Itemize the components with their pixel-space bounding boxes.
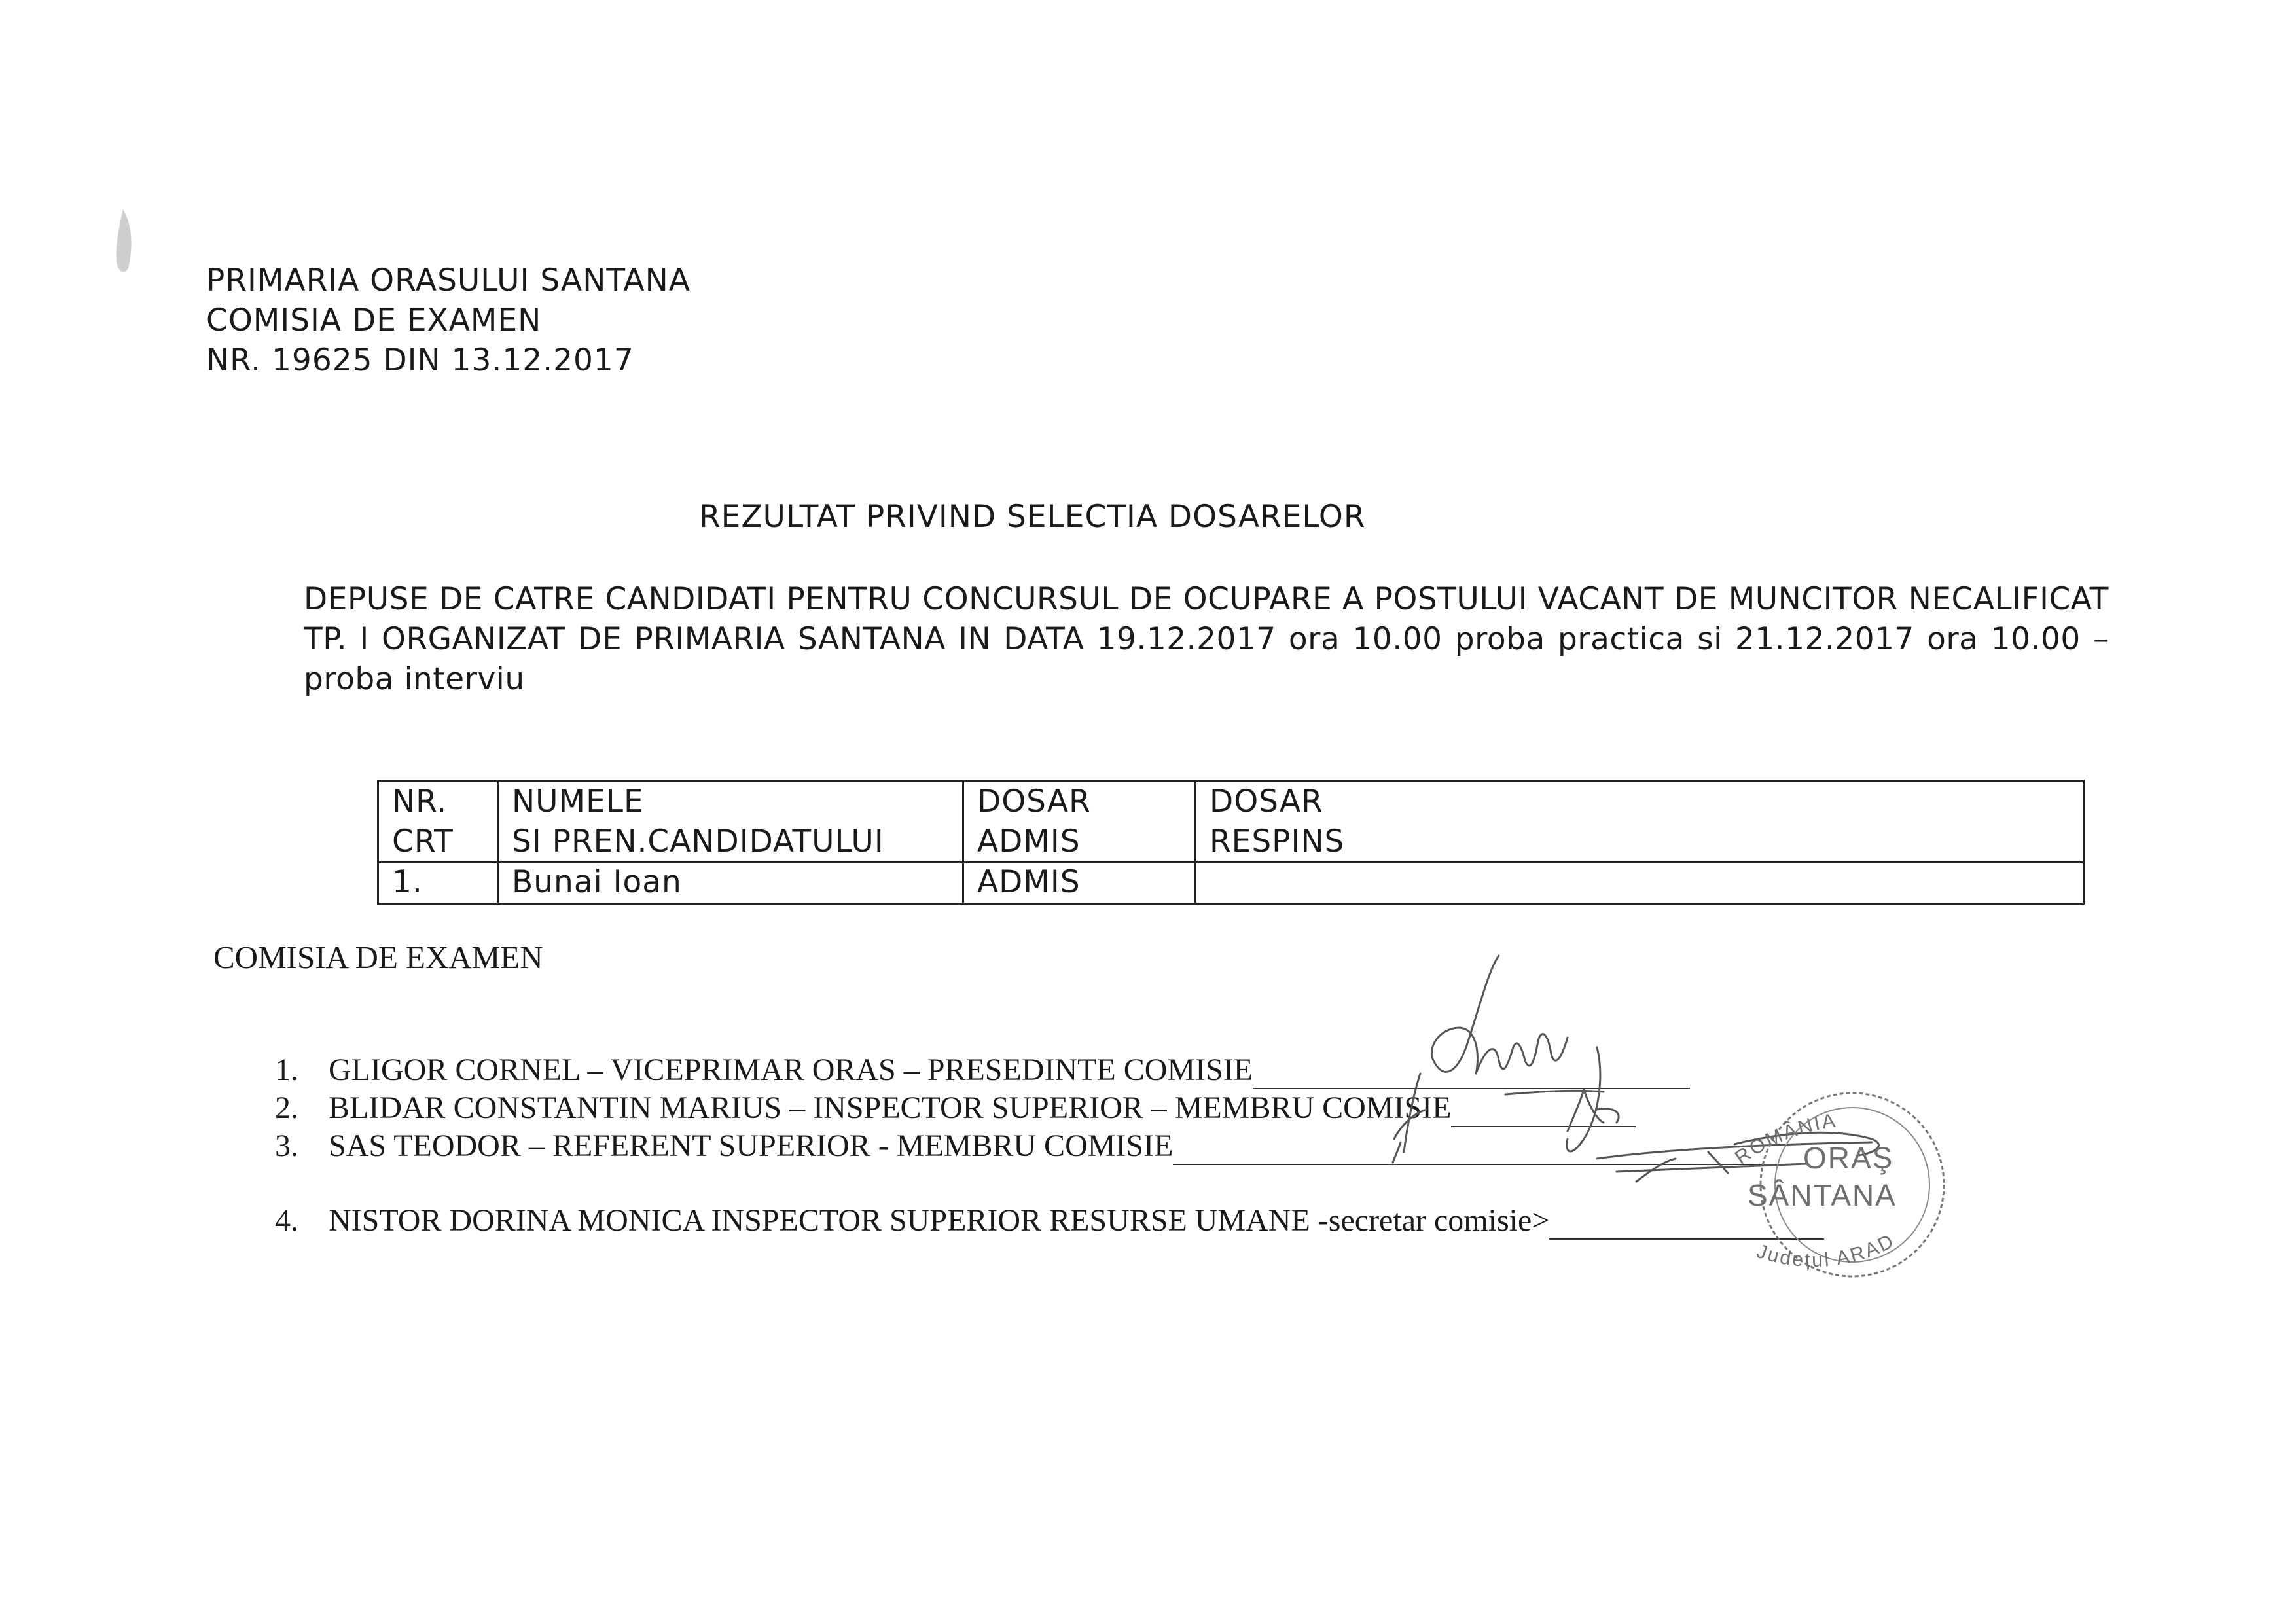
member-text: SAS TEODOR – REFERENT SUPERIOR - MEMBRU COMISIE xyxy=(329,1128,1174,1163)
scan-speck xyxy=(117,209,132,272)
stamp-bottom-text: Județul ARAD xyxy=(1753,1229,1899,1272)
document-description: DEPUSE DE CATRE CANDIDATI PENTRU CONCURSUL DE OCUPARE A POSTULUI VACANT DE MUNCITOR NECALIFICAT TP. I ORGANIZAT DE PRIMARIA SANTANA IN DATA 19.12.2017 ora 10.00 proba practica si 21.12.2017 ora 10.00 –proba interviu xyxy=(304,581,2109,697)
member-text: GLIGOR CORNEL – VICEPRIMAR ORAS – PRESEDINTE COMISIE xyxy=(329,1053,1253,1087)
member-item: 3. SAS TEODOR – REFERENT SUPERIOR - MEMBRU COMISIE xyxy=(275,1127,1793,1165)
cell-nr: 1. xyxy=(378,863,498,904)
reference-number: NR. 19625 DIN 13.12.2017 xyxy=(206,342,634,378)
member-item: 2. BLIDAR CONSTANTIN MARIUS – INSPECTOR SUPERIOR – MEMBRU COMISIE xyxy=(275,1089,1636,1127)
header-nr-crt: NR. CRT xyxy=(378,781,498,863)
institution-name: PRIMARIA ORASULUI SANTANA xyxy=(206,262,691,298)
header-dosar-admis: DOSAR ADMIS xyxy=(963,781,1196,863)
cell-admis: ADMIS xyxy=(963,863,1196,904)
member-item: 4. NISTOR DORINA MONICA INSPECTOR SUPERIOR RESURSE UMANE -secretar comisie> xyxy=(275,1202,1824,1240)
stamp-center-line1: ORAŞ xyxy=(1803,1141,1894,1175)
stamp-top-text: ROMÂNIA xyxy=(1731,1110,1839,1169)
header-candidate-name: NUMELE SI PREN.CANDIDATULUI xyxy=(498,781,963,863)
member-item: 1. GLIGOR CORNEL – VICEPRIMAR ORAS – PRESEDINTE COMISIE xyxy=(275,1051,1690,1089)
cell-candidate-name: Bunai Ioan xyxy=(498,863,963,904)
document-title: REZULTAT PRIVIND SELECTIA DOSARELOR xyxy=(699,499,1366,535)
header-dosar-respins: DOSAR RESPINS xyxy=(1196,781,2084,863)
member-text: BLIDAR CONSTANTIN MARIUS – INSPECTOR SUPERIOR – MEMBRU COMISIE xyxy=(329,1091,1452,1125)
stamp-center-line2: SÂNTANA xyxy=(1748,1178,1897,1212)
department-name: COMISIA DE EXAMEN xyxy=(206,302,542,338)
signature-2 xyxy=(1505,1090,1619,1131)
official-stamp xyxy=(1731,1093,1944,1276)
committee-label: COMISIA DE EXAMEN xyxy=(213,939,543,975)
member-text: NISTOR DORINA MONICA INSPECTOR SUPERIOR RESURSE UMANE -secretar comisie> xyxy=(329,1203,1550,1238)
signature-1 xyxy=(1394,956,1600,1152)
